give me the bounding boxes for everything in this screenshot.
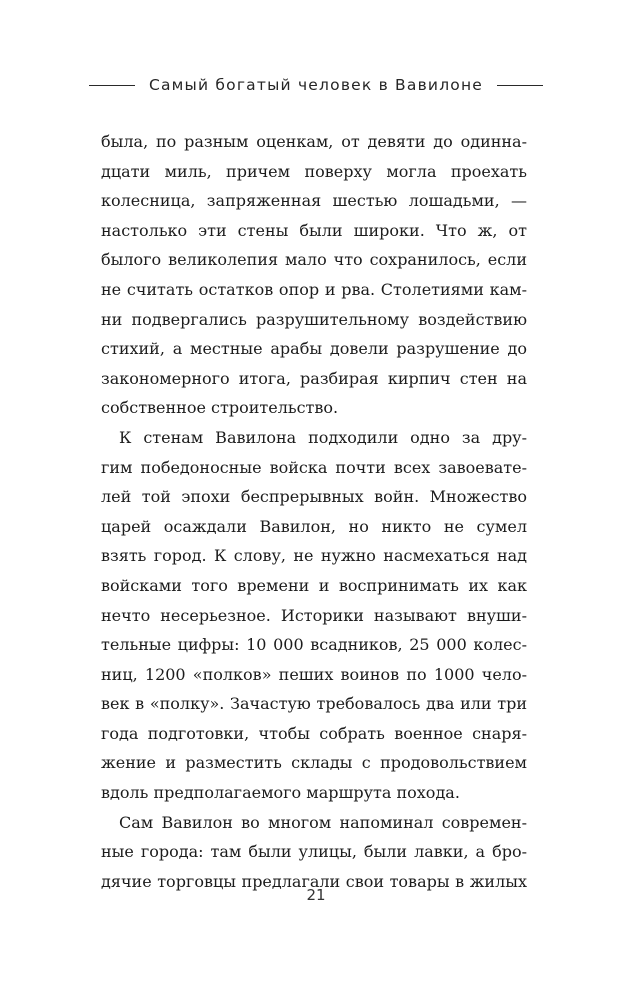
body-text bbox=[101, 127, 527, 896]
running-header bbox=[0, 70, 632, 100]
paragraph bbox=[101, 423, 527, 808]
text-line: собственное строительство. bbox=[101, 398, 339, 418]
text-line: Сам Вавилон во многом напоминал современ- bbox=[119, 812, 527, 832]
text-line: былого великолепия мало что сохранилось, если bbox=[101, 250, 527, 270]
text-line: ни подвергались разрушительному воздействию bbox=[101, 309, 527, 329]
text-line: царей осаждали Вавилон, но никто не сумел bbox=[101, 516, 527, 536]
text-line: была, по разным оценкам, от девяти до одинна- bbox=[101, 132, 527, 151]
header-rule-right bbox=[497, 85, 543, 86]
text-line: стихий, а местные арабы довели разрушение до bbox=[101, 339, 527, 359]
text-line: век в «полку». Зачастую требовалось два или три bbox=[101, 694, 527, 714]
text-line: закономерного итога, разбирая кирпич стен на bbox=[101, 368, 527, 388]
text-line: гим победоносные войска почти всех завоевате- bbox=[101, 457, 527, 477]
paragraph bbox=[101, 127, 527, 423]
text-line: ниц, 1200 «полков» пеших воинов по 1000 чело- bbox=[101, 664, 527, 684]
text-line: лей той эпохи беспрерывных войн. Множество bbox=[101, 487, 527, 507]
text-line: войсками того времени и воспринимать их как bbox=[101, 575, 527, 595]
text-line: вдоль предполагаемого маршрута похода. bbox=[101, 783, 460, 803]
paragraph bbox=[101, 808, 527, 897]
text-line: жение и разместить склады с продовольствием bbox=[101, 753, 527, 773]
text-line: настолько эти стены были широки. Что ж, от bbox=[101, 220, 527, 240]
text-line: не считать остатков опор и рва. Столетиями кам- bbox=[101, 279, 527, 299]
text-line: тельные цифры: 10 000 всадников, 25 000 колес- bbox=[101, 635, 527, 655]
text-line: дцати миль, причем поверху могла проехать bbox=[101, 161, 527, 181]
text-line: колесница, запряженная шестью лошадьми, — bbox=[101, 191, 527, 211]
header-rule-left bbox=[89, 85, 135, 86]
text-line: К стенам Вавилона подходили одно за дру- bbox=[119, 427, 527, 447]
running-header-title: Самый богатый человек в Вавилоне bbox=[148, 76, 484, 94]
text-line: ные города: там были улицы, были лавки, а бро- bbox=[101, 842, 527, 862]
text-line: нечто несерьезное. Историки называют внуши- bbox=[101, 605, 527, 625]
text-line: взять город. К слову, не нужно насмехаться над bbox=[101, 546, 527, 566]
text-line: дячие торговцы предлагали свои товары в жилых bbox=[101, 871, 527, 891]
text-line: года подготовки, чтобы собрать военное снаря- bbox=[101, 723, 527, 743]
page-number: 21 bbox=[306, 886, 326, 904]
